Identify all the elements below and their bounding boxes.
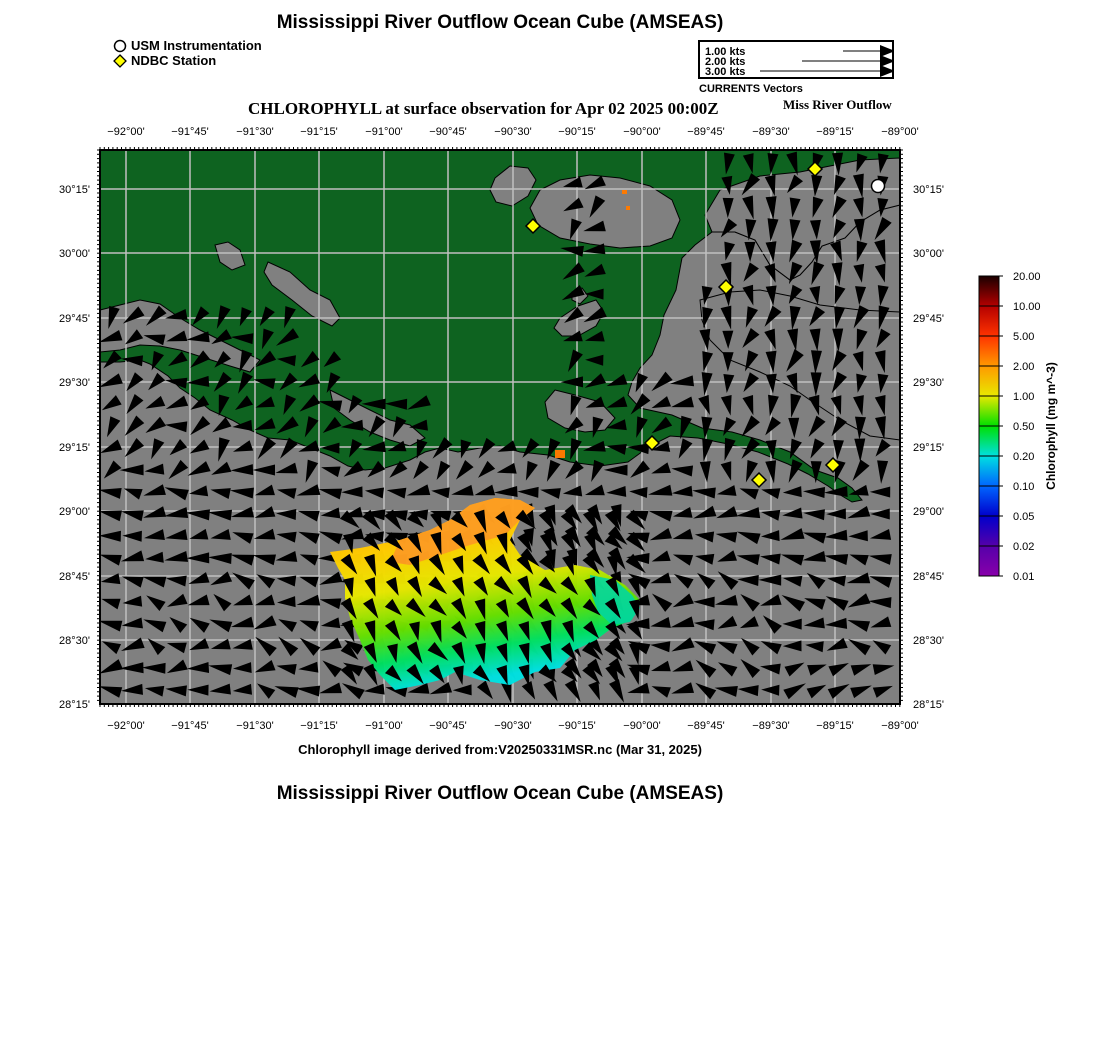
lon-tick-label: −90°00' [623, 720, 661, 732]
chlorophyll-spot-lake-1 [622, 190, 627, 194]
colorbar-segment [979, 516, 999, 546]
lon-tick-label: −91°00' [365, 126, 403, 138]
usm-station-marker[interactable] [872, 180, 885, 193]
lon-tick-label: −91°15' [300, 720, 338, 732]
lat-tick-label: 29°15' [59, 442, 90, 454]
legend-ndbc-label: NDBC Station [131, 53, 217, 68]
colorbar-tick-label: 0.01 [1013, 571, 1035, 583]
lon-tick-label: −91°00' [365, 720, 403, 732]
lon-tick-label: −89°45' [687, 126, 725, 138]
lat-tick-label: 30°00' [59, 248, 90, 260]
lon-tick-label: −89°00' [881, 126, 919, 138]
lon-tick-label: −90°45' [429, 126, 467, 138]
lon-tick-label: −90°00' [623, 126, 661, 138]
lon-tick-label: −91°15' [300, 126, 338, 138]
lon-tick-label: −91°45' [171, 720, 209, 732]
colorbar-tick-label: 0.50 [1013, 421, 1035, 433]
lon-labels-bottom [107, 720, 918, 732]
lon-tick-label: −89°15' [816, 720, 854, 732]
source-note: Chlorophyll image derived from:V20250331MSR.nc (Mar 31, 2025) [298, 742, 702, 757]
colorbar-segment [979, 336, 999, 366]
lat-tick-label: 28°30' [59, 635, 90, 647]
colorbar-segment [979, 306, 999, 336]
colorbar-tick-label: 5.00 [1013, 331, 1035, 343]
colorbar-tick-label: 2.00 [1013, 361, 1035, 373]
lon-tick-label: −89°00' [881, 720, 919, 732]
lon-tick-label: −89°30' [752, 720, 790, 732]
colorbar-segment [979, 456, 999, 486]
colorbar-segment [979, 276, 999, 306]
lon-tick-label: −92°00' [107, 720, 145, 732]
vector-key-label-2: 2.00 kts [705, 56, 746, 68]
colorbar-segment [979, 546, 999, 576]
map-title: CHLOROPHYLL at surface observation for Apr 02 2025 00:00Z [248, 99, 719, 118]
lon-tick-label: −90°45' [429, 720, 467, 732]
colorbar [975, 268, 1095, 588]
lon-tick-label: −89°45' [687, 720, 725, 732]
lon-tick-label: −90°30' [494, 126, 532, 138]
colorbar-tick-label: 20.00 [1013, 271, 1041, 283]
chlorophyll-spot-lake-2 [626, 206, 630, 210]
lat-tick-label: 29°30' [913, 377, 944, 389]
colorbar-tick-label: 1.00 [1013, 391, 1035, 403]
lon-tick-label: −90°30' [494, 720, 532, 732]
lat-tick-label: 29°45' [913, 313, 944, 325]
lon-tick-label: −91°30' [236, 126, 274, 138]
region-label: Miss River Outflow [783, 97, 892, 112]
lat-tick-label: 29°15' [913, 442, 944, 454]
footer-title: Mississippi River Outflow Ocean Cube (AMSEAS) [276, 783, 724, 804]
lon-tick-label: −90°15' [558, 126, 596, 138]
lon-tick-label: −91°30' [236, 720, 274, 732]
lon-tick-label: −89°15' [816, 126, 854, 138]
lon-labels-top [107, 126, 918, 138]
colorbar-segment [979, 426, 999, 456]
page-title: Mississippi River Outflow Ocean Cube (AMSEAS) [276, 12, 724, 33]
vector-key-caption: CURRENTS Vectors [699, 83, 803, 95]
vector-key-label-3: 3.00 kts [705, 66, 746, 77]
lat-tick-label: 29°00' [913, 506, 944, 518]
colorbar-tick-label: 0.10 [1013, 481, 1035, 493]
lat-tick-label: 29°45' [59, 313, 90, 325]
legend-usm-label: USM Instrumentation [131, 38, 262, 53]
colorbar-segment [979, 486, 999, 516]
lat-tick-label: 28°15' [913, 699, 944, 711]
lat-labels-right [913, 184, 944, 711]
lat-tick-label: 30°15' [913, 184, 944, 196]
lat-tick-label: 28°15' [59, 699, 90, 711]
colorbar-segment [979, 396, 999, 426]
lon-tick-label: −90°15' [558, 720, 596, 732]
lon-tick-label: −92°00' [107, 126, 145, 138]
vector-key-label-1: 1.00 kts [705, 46, 746, 58]
chlorophyll-spot-delta [555, 450, 565, 458]
lat-tick-label: 28°45' [913, 571, 944, 583]
lat-tick-label: 29°00' [59, 506, 90, 518]
lat-labels-left [59, 184, 90, 711]
colorbar-label: Chlorophyll (mg m^-3) [1044, 362, 1058, 490]
lon-tick-label: −91°45' [171, 126, 209, 138]
colorbar-segment [979, 366, 999, 396]
colorbar-tick-label: 0.02 [1013, 541, 1035, 553]
colorbar-tick-label: 0.20 [1013, 451, 1035, 463]
lat-tick-label: 30°00' [913, 248, 944, 260]
lat-tick-label: 30°15' [59, 184, 90, 196]
colorbar-tick-label: 0.05 [1013, 511, 1035, 523]
colorbar-tick-label: 10.00 [1013, 301, 1041, 313]
lat-tick-label: 29°30' [59, 377, 90, 389]
lat-tick-label: 28°30' [913, 635, 944, 647]
lon-tick-label: −89°30' [752, 126, 790, 138]
lat-tick-label: 28°45' [59, 571, 90, 583]
